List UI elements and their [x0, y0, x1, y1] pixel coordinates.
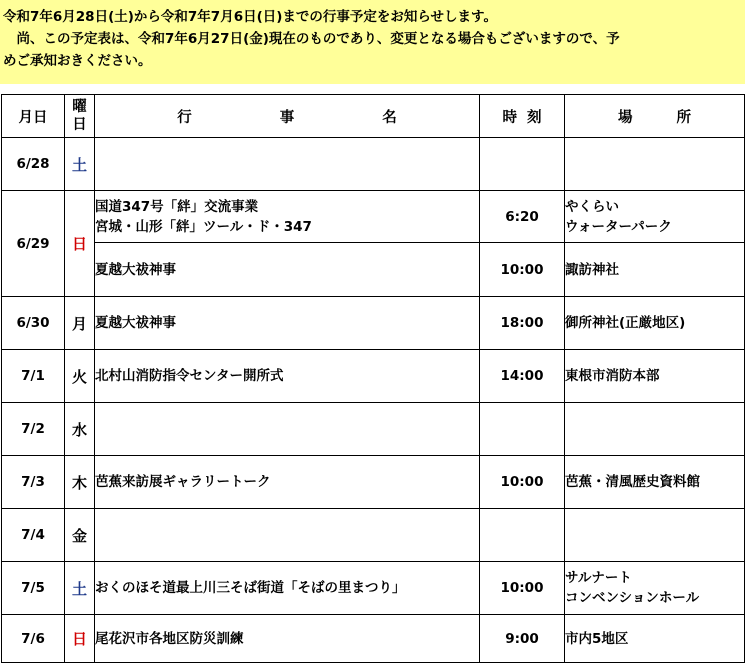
- table-row: [2, 562, 745, 615]
- row-place: 諏訪神社: [565, 243, 745, 297]
- row-date: 7/1: [2, 350, 65, 403]
- row-event: [95, 138, 480, 191]
- row-time: 10:00: [480, 562, 565, 615]
- header-day-line-1: 曜: [72, 99, 87, 115]
- row-place: [565, 562, 745, 615]
- table-row: [2, 138, 745, 191]
- header-row: [2, 95, 745, 138]
- row-day: 月: [65, 297, 95, 350]
- row-time: 10:00: [480, 456, 565, 509]
- table-row: [2, 509, 745, 562]
- row-day: 日: [65, 615, 95, 663]
- row-event: 北村山消防指令センター開所式: [95, 350, 480, 403]
- row-event-line-1: 国道347号「絆」交流事業: [95, 198, 259, 215]
- row-place-line-1: やくらい: [565, 198, 619, 215]
- header-day: [65, 95, 95, 138]
- header-event: [95, 95, 480, 138]
- table-row: [2, 403, 745, 456]
- row-place: 芭蕉・清風歴史資料館: [565, 456, 745, 509]
- row-time: [480, 509, 565, 562]
- row-date: 7/3: [2, 456, 65, 509]
- table-row: [2, 297, 745, 350]
- row-event: [95, 403, 480, 456]
- header-event-char-2: 事: [279, 109, 295, 126]
- header-place: [565, 95, 745, 138]
- row-place-line-2: コンベンションホール: [565, 590, 700, 606]
- row-date: 6/29: [2, 191, 65, 297]
- table-row: [2, 456, 745, 509]
- row-time: [480, 403, 565, 456]
- row-day: 水: [65, 403, 95, 456]
- header-date: 月日: [2, 95, 65, 138]
- row-day: 金: [65, 509, 95, 562]
- row-event: 夏越大祓神事: [95, 297, 480, 350]
- row-event: おくのほそ道最上川三そば街道「そばの里まつり」: [95, 562, 480, 615]
- row-date: 7/6: [2, 615, 65, 663]
- table-row: [2, 243, 745, 297]
- row-day: 日: [65, 191, 95, 297]
- row-date: 6/28: [2, 138, 65, 191]
- header-day-line-2: 日: [72, 117, 87, 133]
- row-day: 火: [65, 350, 95, 403]
- row-place: [565, 191, 745, 243]
- row-time: 18:00: [480, 297, 565, 350]
- header-event-char-1: 行: [177, 109, 192, 126]
- row-place-line-1: サルナート: [565, 570, 632, 586]
- row-event: [95, 509, 480, 562]
- row-day: 土: [65, 138, 95, 191]
- header-time-char-1: 時: [502, 109, 517, 126]
- notice-line-2: 尚、この予定表は、令和7年6月27日(金)現在のものであり、変更となる場合もございますので、予: [3, 31, 620, 47]
- row-date: 7/4: [2, 509, 65, 562]
- row-place: [565, 509, 745, 562]
- row-place: [565, 403, 745, 456]
- row-event: 夏越大祓神事: [95, 243, 480, 297]
- header-time-char-2: 刻: [527, 109, 542, 126]
- row-date: 7/5: [2, 562, 65, 615]
- row-place-line-2: ウォーターパーク: [565, 218, 672, 235]
- header-place-char-2: 所: [676, 109, 691, 126]
- row-time: 6:20: [480, 191, 565, 243]
- notice-line-3: めご承知おきください。: [3, 53, 152, 69]
- row-time: [480, 138, 565, 191]
- row-time: 10:00: [480, 243, 565, 297]
- row-place: [565, 138, 745, 191]
- header-time: [480, 95, 565, 138]
- table-row: [2, 350, 745, 403]
- notice-line-1: 令和7年6月28日(土)から令和7年7月6日(日)までの行事予定をお知らせします。: [3, 9, 497, 25]
- schedule-table: [1, 94, 745, 663]
- row-time: 9:00: [480, 615, 565, 663]
- row-time: 14:00: [480, 350, 565, 403]
- header-event-char-3: 名: [382, 109, 397, 126]
- row-place: 御所神社(正厳地区): [565, 297, 745, 350]
- row-event: 尾花沢市各地区防災訓練: [95, 615, 480, 663]
- table-row: [2, 615, 745, 663]
- row-place: 東根市消防本部: [565, 350, 745, 403]
- header-place-char-1: 場: [618, 109, 633, 126]
- row-date: 6/30: [2, 297, 65, 350]
- row-day: 土: [65, 562, 95, 615]
- row-date: 7/2: [2, 403, 65, 456]
- table-row: [2, 191, 745, 243]
- row-event-line-2: 宮城・山形「絆」ツール・ド・347: [95, 218, 312, 235]
- notice-banner: [0, 0, 745, 84]
- row-event: 芭蕉来訪展ギャラリートーク: [95, 456, 480, 509]
- row-event: [95, 191, 480, 243]
- row-place: 市内5地区: [565, 615, 745, 663]
- row-day: 木: [65, 456, 95, 509]
